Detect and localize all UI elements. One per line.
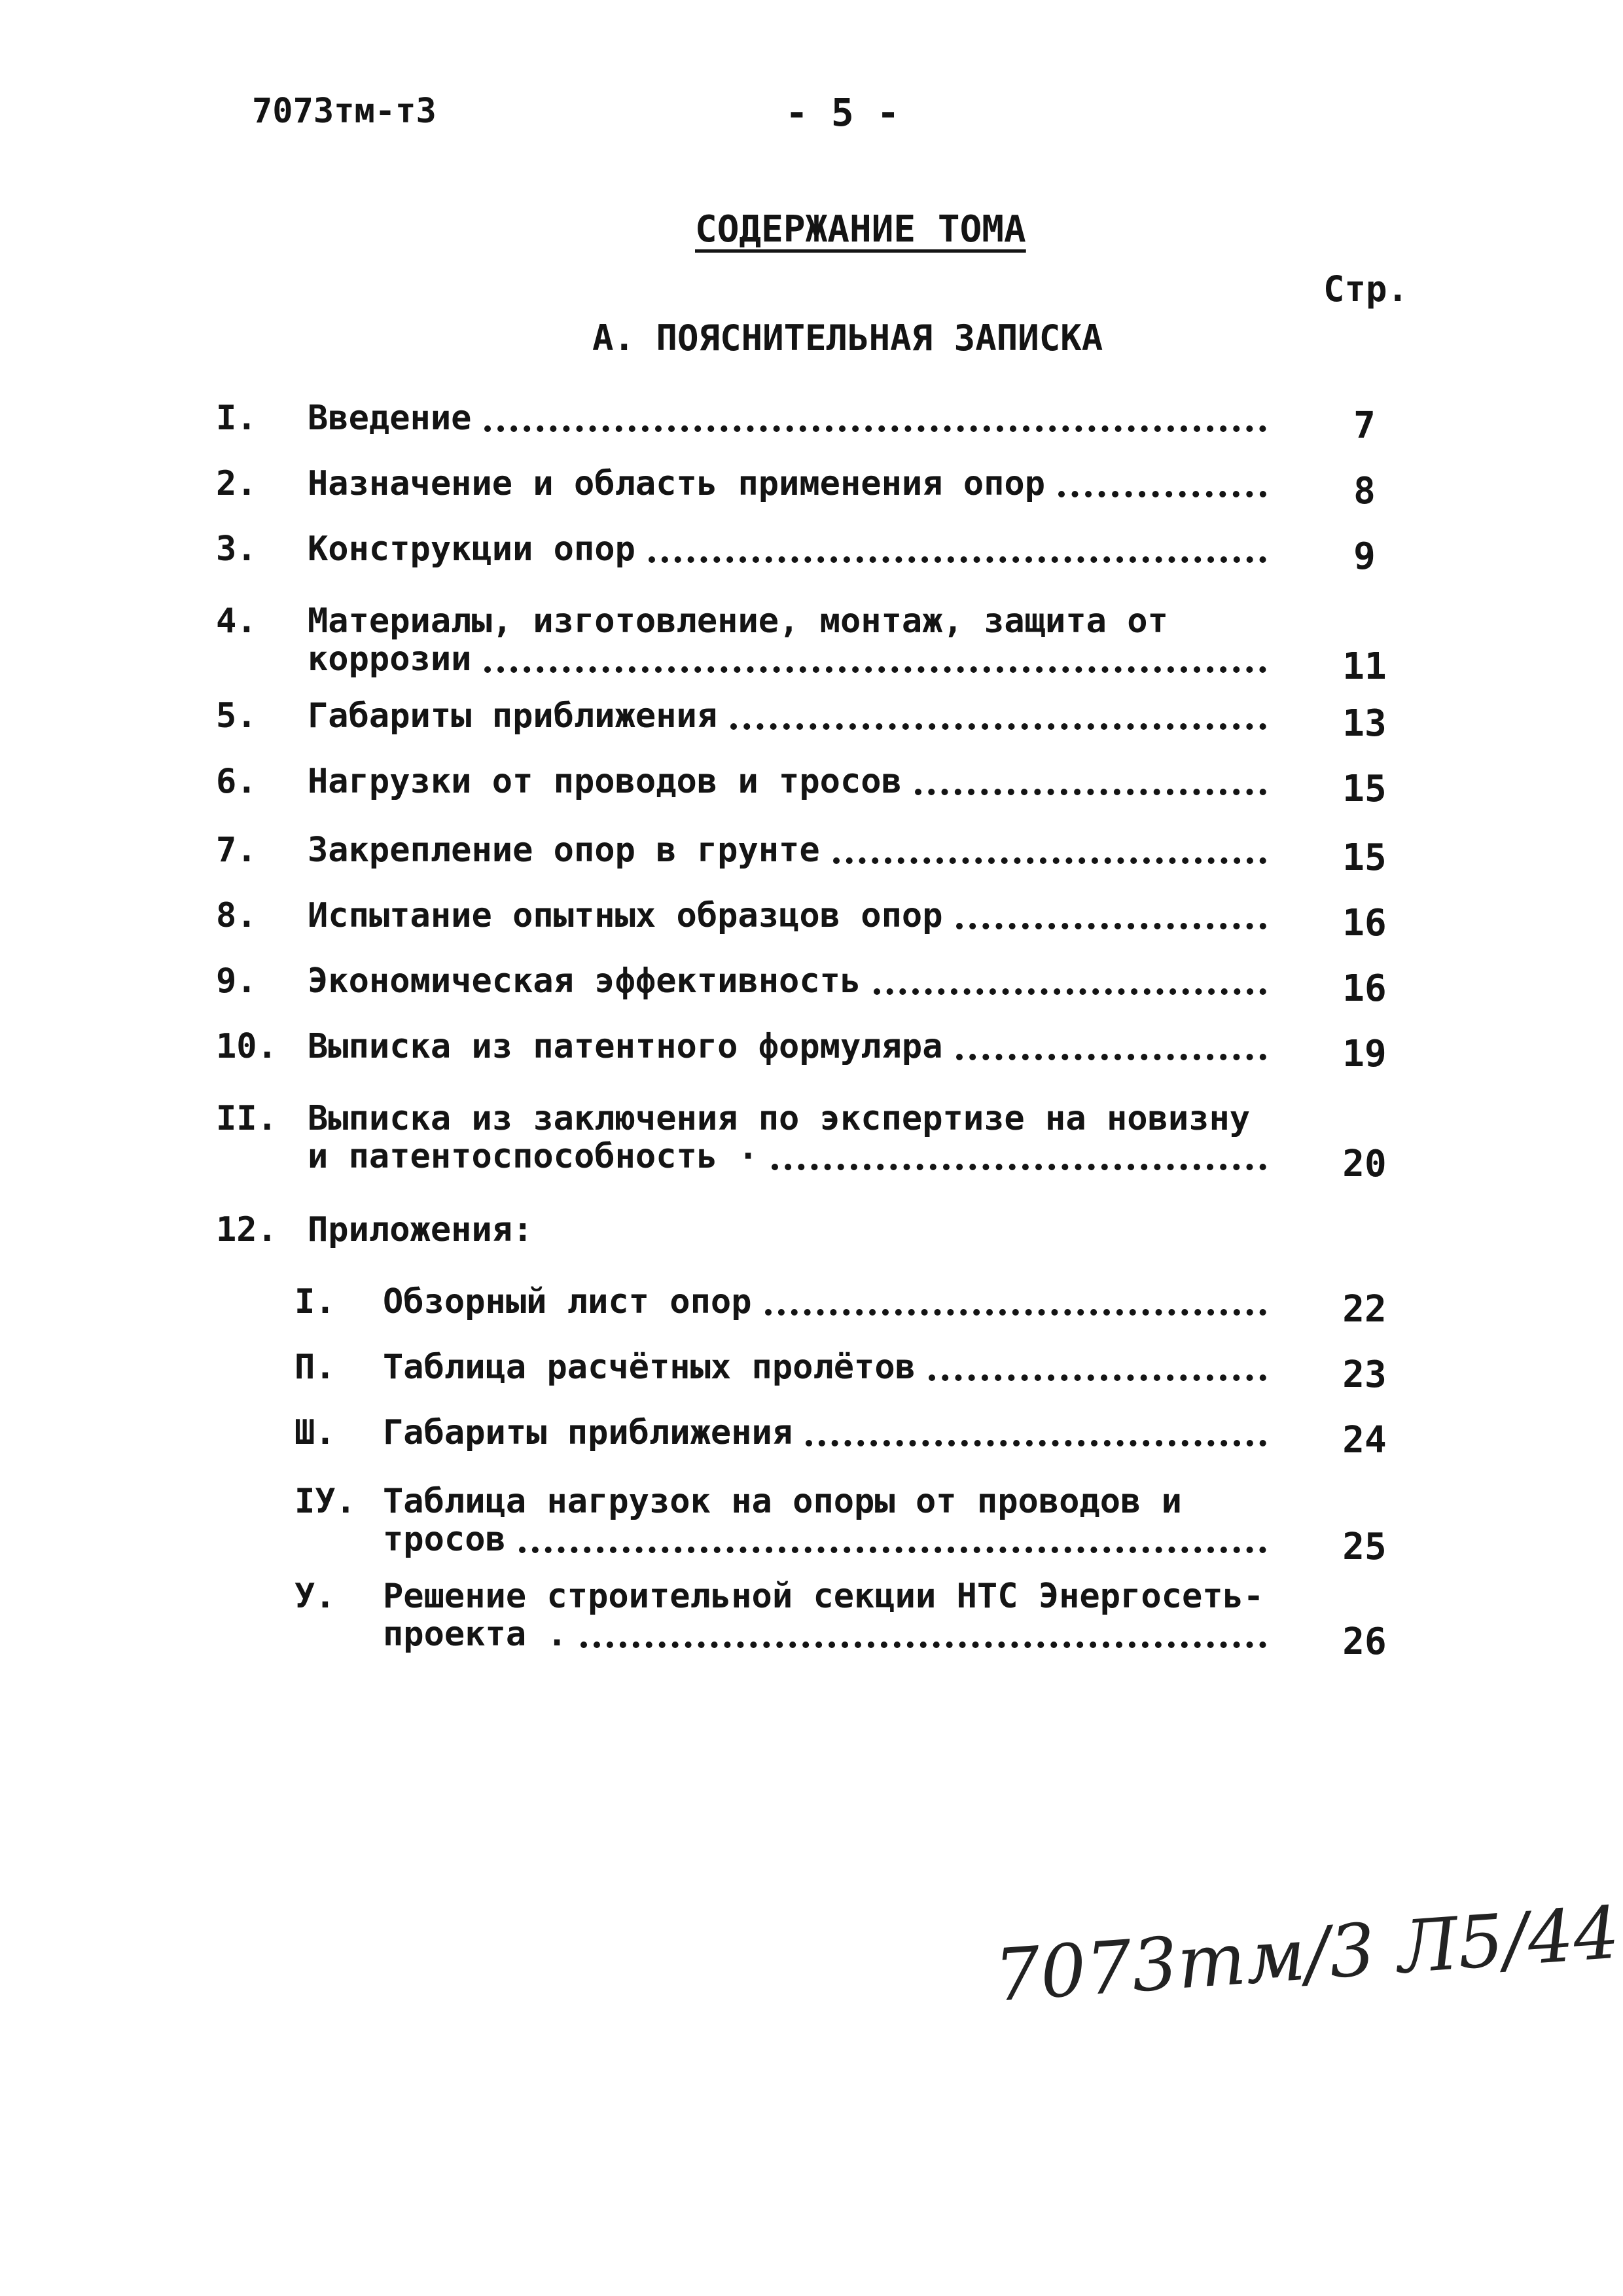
toc-entry-leader-dots	[649, 556, 1266, 563]
appendix-item-leader-dots	[580, 1641, 1266, 1648]
toc-entry-page: 8	[1353, 470, 1376, 512]
page-number: - 5 -	[785, 90, 900, 135]
toc-entry-page: 15	[1342, 836, 1387, 879]
toc-entry-number: I.	[216, 399, 257, 438]
toc-entry-page: 16	[1342, 902, 1387, 944]
toc-entry-leader-dots	[730, 723, 1266, 730]
toc-entry-leader-dots	[915, 789, 1266, 795]
document-code: 7073тм-т3	[252, 92, 437, 131]
appendix-item-leader-dots	[519, 1547, 1266, 1553]
toc-entry-text: Выписка из патентного формуляра	[308, 1027, 943, 1066]
appendix-item-leader-dots	[806, 1440, 1266, 1446]
appendix-item-page: 26	[1342, 1621, 1387, 1663]
toc-entry-text: и патентоспособность ·	[308, 1137, 758, 1176]
appendix-item-leader-dots	[929, 1374, 1266, 1381]
toc-entry-leader-dots	[484, 425, 1266, 432]
toc-entry-text: коррозии	[308, 639, 472, 679]
toc-entry-number: 9.	[216, 961, 257, 1001]
appendix-item-number: I.	[294, 1282, 336, 1321]
page-title: СОДЕРЖАНИЕ ТОМА	[695, 208, 1026, 251]
toc-entry-text: Выписка из заключения по экспертизе на новизну	[308, 1099, 1251, 1138]
toc-entry-text: Габариты приближения	[308, 696, 718, 736]
toc-entry-number: 5.	[216, 696, 257, 736]
toc-entry-number: 4.	[216, 601, 257, 641]
appendix-number: 12.	[216, 1210, 277, 1249]
appendix-item-page: 25	[1342, 1526, 1387, 1568]
appendix-item-text: тросов	[383, 1520, 506, 1559]
toc-entry-leader-dots	[956, 1054, 1266, 1060]
appendix-item-page: 24	[1342, 1419, 1387, 1462]
appendix-item-leader-dots	[765, 1309, 1266, 1316]
appendix-item-text: Таблица нагрузок на опоры от проводов и	[383, 1482, 1182, 1521]
appendix-item-text: Обзорный лист опор	[383, 1282, 752, 1321]
appendix-item-number: У.	[294, 1577, 336, 1616]
appendix-item-text: Решение строительной секции НТС Энергосеть-	[383, 1577, 1264, 1616]
appendix-item-number: П.	[294, 1348, 336, 1387]
toc-entry-text: Конструкции опор	[308, 529, 635, 569]
page-column-label: Стр.	[1323, 268, 1409, 310]
appendix-item-number: IУ.	[294, 1482, 356, 1521]
toc-entry-text: Нагрузки от проводов и тросов	[308, 762, 902, 801]
toc-entry-number: 3.	[216, 529, 257, 569]
toc-entry-number: 6.	[216, 762, 257, 801]
toc-entry-text: Назначение и область применения опор	[308, 464, 1046, 503]
appendix-item-text: Габариты приближения	[383, 1413, 793, 1452]
appendix-item-page: 22	[1342, 1288, 1387, 1331]
toc-entry-page: 15	[1342, 768, 1387, 810]
toc-entry-leader-dots	[772, 1164, 1266, 1170]
toc-entry-number: 2.	[216, 464, 257, 503]
toc-entry-page: 9	[1353, 535, 1376, 578]
toc-entry-number: II.	[216, 1099, 277, 1138]
toc-entry-text: Закрепление опор в грунте	[308, 831, 820, 870]
toc-entry-text: Испытание опытных образцов опор	[308, 896, 943, 935]
section-heading: А. ПОЯСНИТЕЛЬНАЯ ЗАПИСКА	[592, 317, 1103, 359]
appendix-item-text: Таблица расчётных пролётов	[383, 1348, 916, 1387]
toc-entry-leader-dots	[874, 988, 1266, 995]
toc-entry-text: Материалы, изготовление, монтаж, защита от	[308, 601, 1168, 641]
toc-entry-page: 20	[1342, 1143, 1387, 1185]
toc-entry-page: 13	[1342, 702, 1387, 745]
toc-entry-page: 19	[1342, 1033, 1387, 1075]
appendix-item-number: Ш.	[294, 1413, 336, 1452]
toc-entry-number: 10.	[216, 1027, 277, 1066]
toc-entry-page: 11	[1342, 645, 1387, 688]
toc-entry-page: 7	[1353, 404, 1376, 447]
toc-entry-text: Экономическая эффективность	[308, 961, 861, 1001]
appendix-item-page: 23	[1342, 1354, 1387, 1396]
appendix-item-text: проекта .	[383, 1615, 567, 1654]
toc-entry-page: 16	[1342, 967, 1387, 1010]
toc-entry-leader-dots	[484, 666, 1266, 673]
toc-entry-number: 8.	[216, 896, 257, 935]
appendix-label: Приложения:	[308, 1210, 533, 1249]
toc-entry-leader-dots	[1058, 491, 1266, 497]
handwritten-note: 7073тм/3 Л5/44	[991, 1890, 1622, 2018]
toc-entry-leader-dots	[833, 857, 1266, 864]
toc-entry-text: Введение	[308, 399, 472, 438]
toc-entry-leader-dots	[956, 923, 1266, 929]
toc-entry-number: 7.	[216, 831, 257, 870]
